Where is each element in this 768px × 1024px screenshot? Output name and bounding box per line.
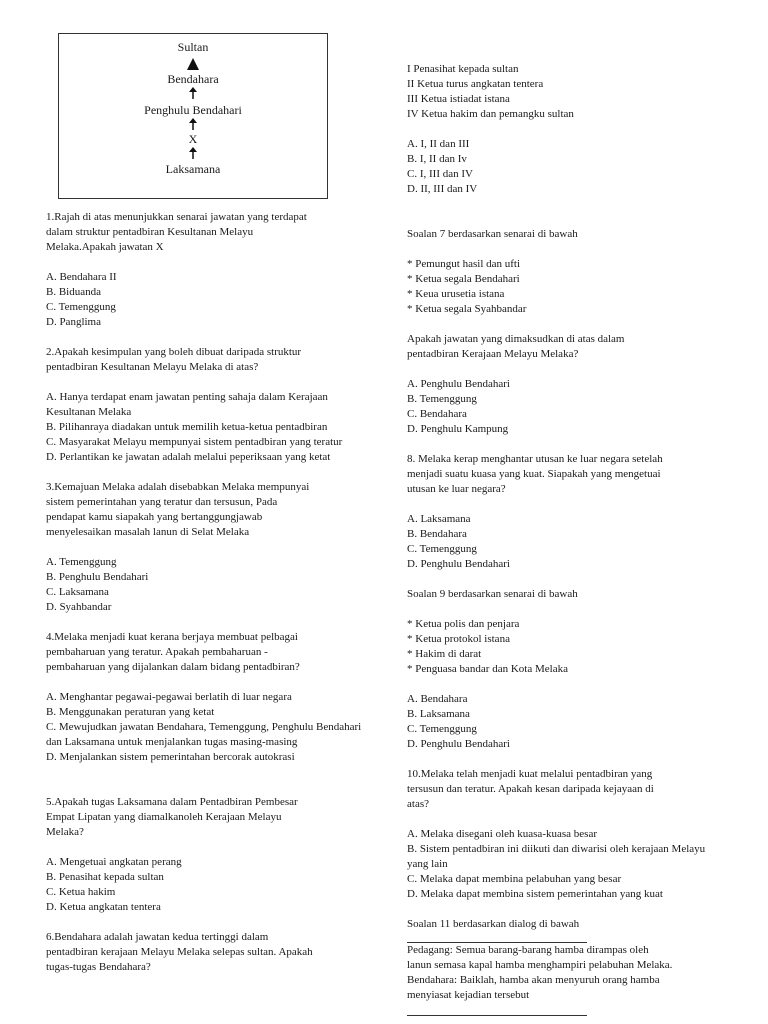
answer-option: C. Laksamana <box>46 586 109 598</box>
answer-option: A. I, II dan III <box>407 138 470 150</box>
arrow-up-icon <box>59 147 327 159</box>
answer-option: B. Temenggung <box>407 393 477 405</box>
list-item: III Ketua istiadat istana <box>407 93 510 105</box>
question-stem: menyelesaikan masalah lanun di Selat Melaka <box>46 526 250 538</box>
dialog-line: Pedagang: Semua barang-barang hamba dirampas oleh <box>407 944 649 956</box>
list-item: IV Ketua hakim dan pemangku sultan <box>407 108 574 120</box>
answer-option: B. Menggunakan peraturan yang ketat <box>46 706 215 718</box>
answer-option: B. I, II dan Iv <box>407 153 467 165</box>
node-x: X <box>188 132 198 146</box>
question-stem: pentadbiran kerajaan Melayu Melaka selepas sultan. Apakah <box>46 946 313 958</box>
answer-option: D. Menjalankan sistem pemerintahan bercorak autokrasi <box>46 751 295 763</box>
list-item: I Penasihat kepada sultan <box>407 63 519 75</box>
arrow-up-icon <box>59 57 327 71</box>
question-stem: menjadi suatu kuasa yang kuat. Siapakah yang mengetuai <box>407 468 661 480</box>
list-item: * Hakim di darat <box>407 648 482 660</box>
question-6 <box>46 930 364 975</box>
answer-option: D. Ketua angkatan tentera <box>46 901 161 913</box>
answer-option: D. Penghulu Kampung <box>407 423 509 435</box>
question-stem: dalam struktur pentadbiran Kesultanan Melayu <box>46 226 254 238</box>
answer-option: A. Melaka disegani oleh kuasa-kuasa besar <box>407 828 597 840</box>
question-stem: tugas-tugas Bendahara? <box>46 961 151 973</box>
divider <box>407 1015 587 1016</box>
question-stem: Melaka.Apakah jawatan X <box>46 241 164 253</box>
answer-option: A. Temenggung <box>46 556 117 568</box>
answer-option: D. Penghulu Bendahari <box>407 558 510 570</box>
dialog-line: menyiasat kejadian tersebut <box>407 989 530 1001</box>
question-7 <box>407 227 727 437</box>
dialog-line: lanun semasa kapal hamba menghampiri pelabuhan Melaka. <box>407 959 673 971</box>
answer-option: A. Hanya terdapat enam jawatan penting sahaja dalam Kerajaan Kesultanan Melaka <box>46 391 328 418</box>
answer-option: C. Temenggung <box>407 543 477 555</box>
question-1 <box>46 210 364 330</box>
question-stem: tersusun dan teratur. Apakah kesan daripada kejayaan di <box>407 783 654 795</box>
question-stem: atas? <box>407 798 429 810</box>
dialog-line: Bendahara: Baiklah, hamba akan menyuruh orang hamba <box>407 974 660 986</box>
answer-option: A. Mengetuai angkatan perang <box>46 856 182 868</box>
answer-option: D. Panglima <box>46 316 101 328</box>
question-stem: pembaharuan yang dijalankan dalam bidang pentadbiran? <box>46 661 300 673</box>
answer-option: A. Laksamana <box>407 513 471 525</box>
answer-option: A. Penghulu Bendahari <box>407 378 510 390</box>
answer-option: D. Penghulu Bendahari <box>407 738 510 750</box>
question-stem: 5.Apakah tugas Laksamana dalam Pentadbiran Pembesar <box>46 796 298 808</box>
section-intro: Soalan 11 berdasarkan dialog di bawah <box>407 918 580 930</box>
list-item: * Ketua protokol istana <box>407 633 510 645</box>
question-8 <box>407 452 727 572</box>
answer-option: C. Temenggung <box>407 723 477 735</box>
answer-option: A. Bendahara II <box>46 271 117 283</box>
list-item: * Penguasa bandar dan Kota Melaka <box>407 663 568 675</box>
node-laksamana: Laksamana <box>165 162 221 176</box>
answer-option: B. Penghulu Bendahari <box>46 571 149 583</box>
answer-option: B. Bendahara <box>407 528 467 540</box>
answer-option: D. II, III dan IV <box>407 183 478 195</box>
question-9 <box>407 587 727 752</box>
list-item: * Ketua segala Syahbandar <box>407 303 527 315</box>
section-intro: Soalan 9 berdasarkan senarai di bawah <box>407 588 578 600</box>
question-stem: sistem pemerintahan yang teratur dan tersusun, Pada <box>46 496 278 508</box>
answer-option: C. Melaka dapat membina pelabuhan yang besar <box>407 873 622 885</box>
answer-option: C. Masyarakat Melayu mempunyai sistem pentadbiran yang teratur <box>46 436 343 448</box>
answer-option: B. Laksamana <box>407 708 470 720</box>
answer-option: B. Sistem pentadbiran ini diikuti dan diwarisi oleh kerajaan Melayu yang lain <box>407 843 706 870</box>
question-stem: 3.Kemajuan Melaka adalah disebabkan Melaka mempunyai <box>46 481 310 493</box>
answer-option: A. Menghantar pegawai-pegawai berlatih di luar negara <box>46 691 292 703</box>
question-stem: 1.Rajah di atas menunjukkan senarai jawatan yang terdapat <box>46 211 307 223</box>
question-stem: pembaharuan yang teratur. Apakah pembaharuan - <box>46 646 268 658</box>
answer-option: B. Penasihat kepada sultan <box>46 871 164 883</box>
arrow-up-icon <box>59 87 327 99</box>
answer-option: A. Bendahara <box>407 693 468 705</box>
hierarchy-diagram <box>58 33 328 199</box>
question-stem: 4.Melaka menjadi kuat kerana berjaya membuat pelbagai <box>46 631 298 643</box>
node-penghulu-bendahari: Penghulu Bendahari <box>144 103 242 117</box>
arrow-up-icon <box>59 118 327 130</box>
left-column <box>46 210 364 975</box>
answer-option: D. Syahbandar <box>46 601 112 613</box>
question-5 <box>46 795 364 915</box>
question-6-items <box>407 62 727 197</box>
question-stem: Melaka? <box>46 826 84 838</box>
right-column <box>407 62 727 1016</box>
list-item: * Keua urusetia istana <box>407 288 505 300</box>
answer-option: C. Temenggung <box>46 301 116 313</box>
question-stem: utusan ke luar negara? <box>407 483 506 495</box>
node-bendahara: Bendahara <box>167 72 219 86</box>
answer-option: C. I, III dan IV <box>407 168 473 180</box>
question-stem: 10.Melaka telah menjadi kuat melalui pentadbiran yang <box>407 768 653 780</box>
question-stem: pentadbiran Kesultanan Melayu Melaka di atas? <box>46 361 259 373</box>
answer-option: B. Biduanda <box>46 286 101 298</box>
question-4 <box>46 630 364 765</box>
answer-option: C. Mewujudkan jawatan Bendahara, Temenggung, Penghulu Bendahari dan Laksamana untuk menjalankan tugas masing-masing <box>46 721 362 748</box>
answer-option: C. Bendahara <box>407 408 467 420</box>
question-3 <box>46 480 364 615</box>
question-stem: 2.Apakah kesimpulan yang boleh dibuat daripada struktur <box>46 346 302 358</box>
question-stem: Empat Lipatan yang diamalkanoleh Kerajaan Melayu <box>46 811 282 823</box>
answer-option: B. Pilihanraya diadakan untuk memilih ketua-ketua pentadbiran <box>46 421 328 433</box>
list-item: * Ketua polis dan penjara <box>407 618 520 630</box>
answer-option: D. Perlantikan ke jawatan adalah melalui peperiksaan yang ketat <box>46 451 331 463</box>
answer-option: D. Melaka dapat membina sistem pemerintahan yang kuat <box>407 888 663 900</box>
node-sultan: Sultan <box>177 40 209 54</box>
question-2 <box>46 345 364 465</box>
answer-option: C. Ketua hakim <box>46 886 116 898</box>
question-stem: Apakah jawatan yang dimaksudkan di atas dalam <box>407 333 625 345</box>
question-stem: 8. Melaka kerap menghantar utusan ke luar negara setelah <box>407 453 663 465</box>
question-stem: pendapat kamu siapakah yang bertanggungjawab <box>46 511 263 523</box>
question-stem: 6.Bendahara adalah jawatan kedua tertinggi dalam <box>46 931 269 943</box>
list-item: II Ketua turus angkatan tentera <box>407 78 544 90</box>
section-intro: Soalan 7 berdasarkan senarai di bawah <box>407 228 578 240</box>
question-11 <box>407 917 727 1016</box>
list-item: * Pemungut hasil dan ufti <box>407 258 521 270</box>
question-10 <box>407 767 727 902</box>
list-item: * Ketua segala Bendahari <box>407 273 520 285</box>
question-stem: pentadbiran Kerajaan Melayu Melaka? <box>407 348 579 360</box>
